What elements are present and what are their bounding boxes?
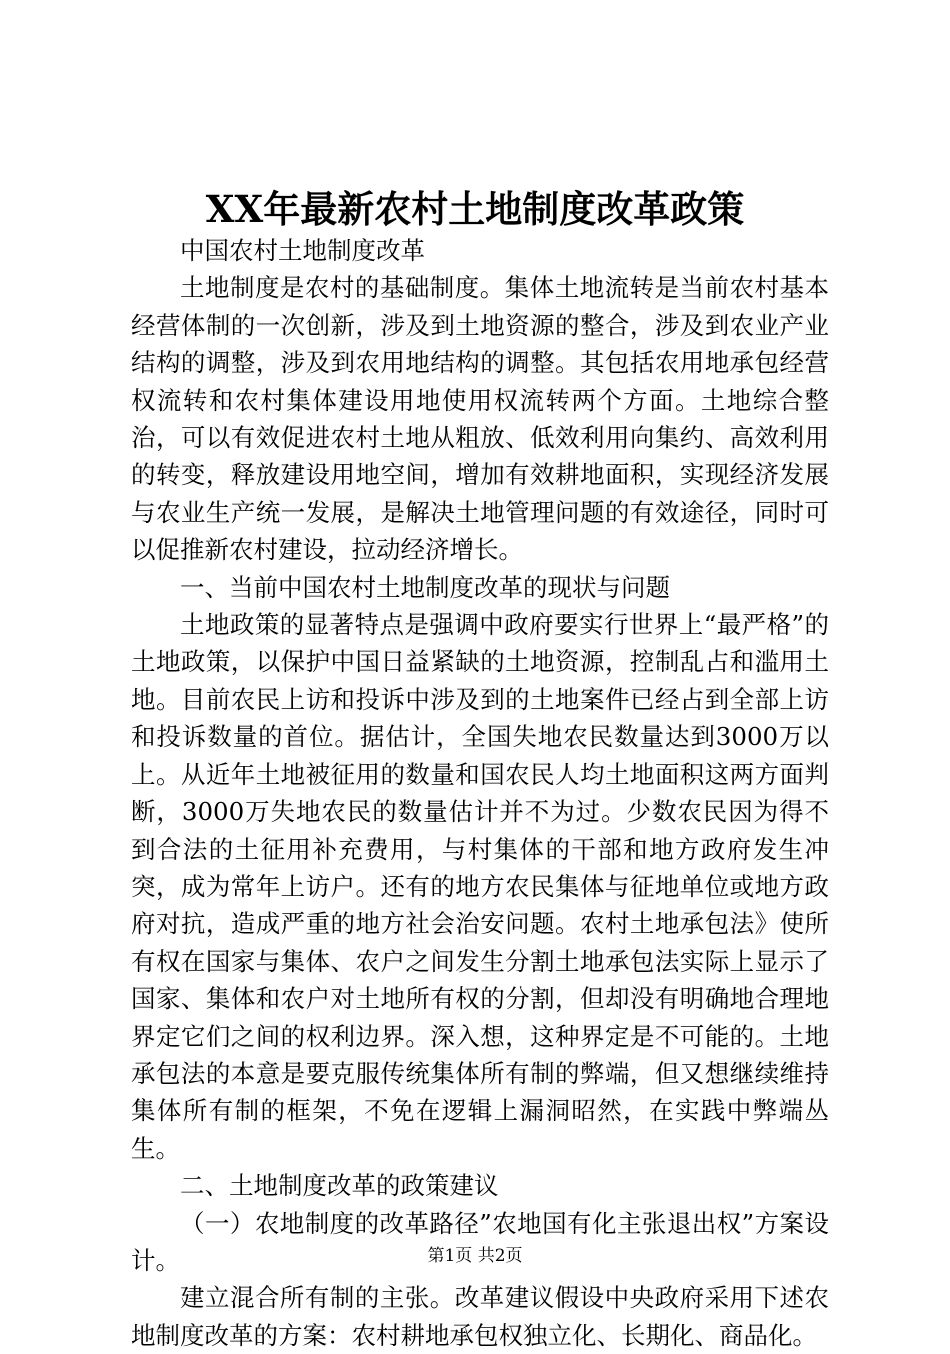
- section-heading-1: 一、当前中国农村土地制度改革的现状与问题: [180, 572, 670, 602]
- paragraph-section-2: 建立混合所有制的主张。改革建议假设中央政府采用下述农地制度改革的方案：农村耕地承包权独立化、长期化、商品化。: [131, 1283, 829, 1350]
- section-heading-2: 二、土地制度改革的政策建议: [180, 1171, 499, 1201]
- document-title: XX年最新农村土地制度改革政策: [205, 187, 745, 231]
- paragraph-subtitle: 中国农村土地制度改革: [180, 236, 425, 265]
- page-footer: 第1页 共2页: [427, 1246, 523, 1266]
- paragraph-subsection-1: （一）农地制度的改革路径”农地国有化主张退出权”方案设计。: [131, 1208, 829, 1275]
- paragraph-section-1: 土地政策的显著特点是强调中政府要实行世界上“最严格”的土地政策，以保护中国日益紧缺的土地资源，控制乱占和滥用土地。目前农民上访和投诉中涉及到的土地案件已经占到全部上访和投诉数量的首位。据估计，全国失地农民数量达到3000万以上。从近年土地被征用的数量和国农民人均土地面积这两方面判断，3000万失地农民的数量估计并不为过。少数农民因为得不到合法的土征用补充费用，与村集体的干部和地方政府发生冲突，成为常年上访户。还有的地方农民集体与征地单位或地方政府对抗，造成严重的地方社会治安问题。农村土地承包法》使所有权在国家与集体、农户之间发生分割土地承包法实际上显示了国家、集体和农户对土地所有权的分割，但却没有明确地合理地界定它们之间的权利边界。深入想，这种界定是不可能的。土地承包法的本意是要克服传统集体所有制的弊端，但又想继续维持集体所有制的框架，不免在逻辑上漏洞昭然，在实践中弊端丛生。: [131, 610, 829, 1163]
- paragraph-intro: 土地制度是农村的基础制度。集体土地流转是当前农村基本经营体制的一次创新，涉及到土地资源的整合，涉及到农业产业结构的调整，涉及到农用地结构的调整。其包括农用地承包经营权流转和农村集体建设用地使用权流转两个方面。土地综合整治，可以有效促进农村土地从粗放、低效利用向集约、高效利用的转变，释放建设用地空间，增加有效耕地面积，实现经济发展与农业生产统一发展，是解决土地管理问题的有效途径，同时可以促推新农村建设，拉动经济增长。: [131, 273, 829, 565]
- document-body: [131, 232, 829, 1354]
